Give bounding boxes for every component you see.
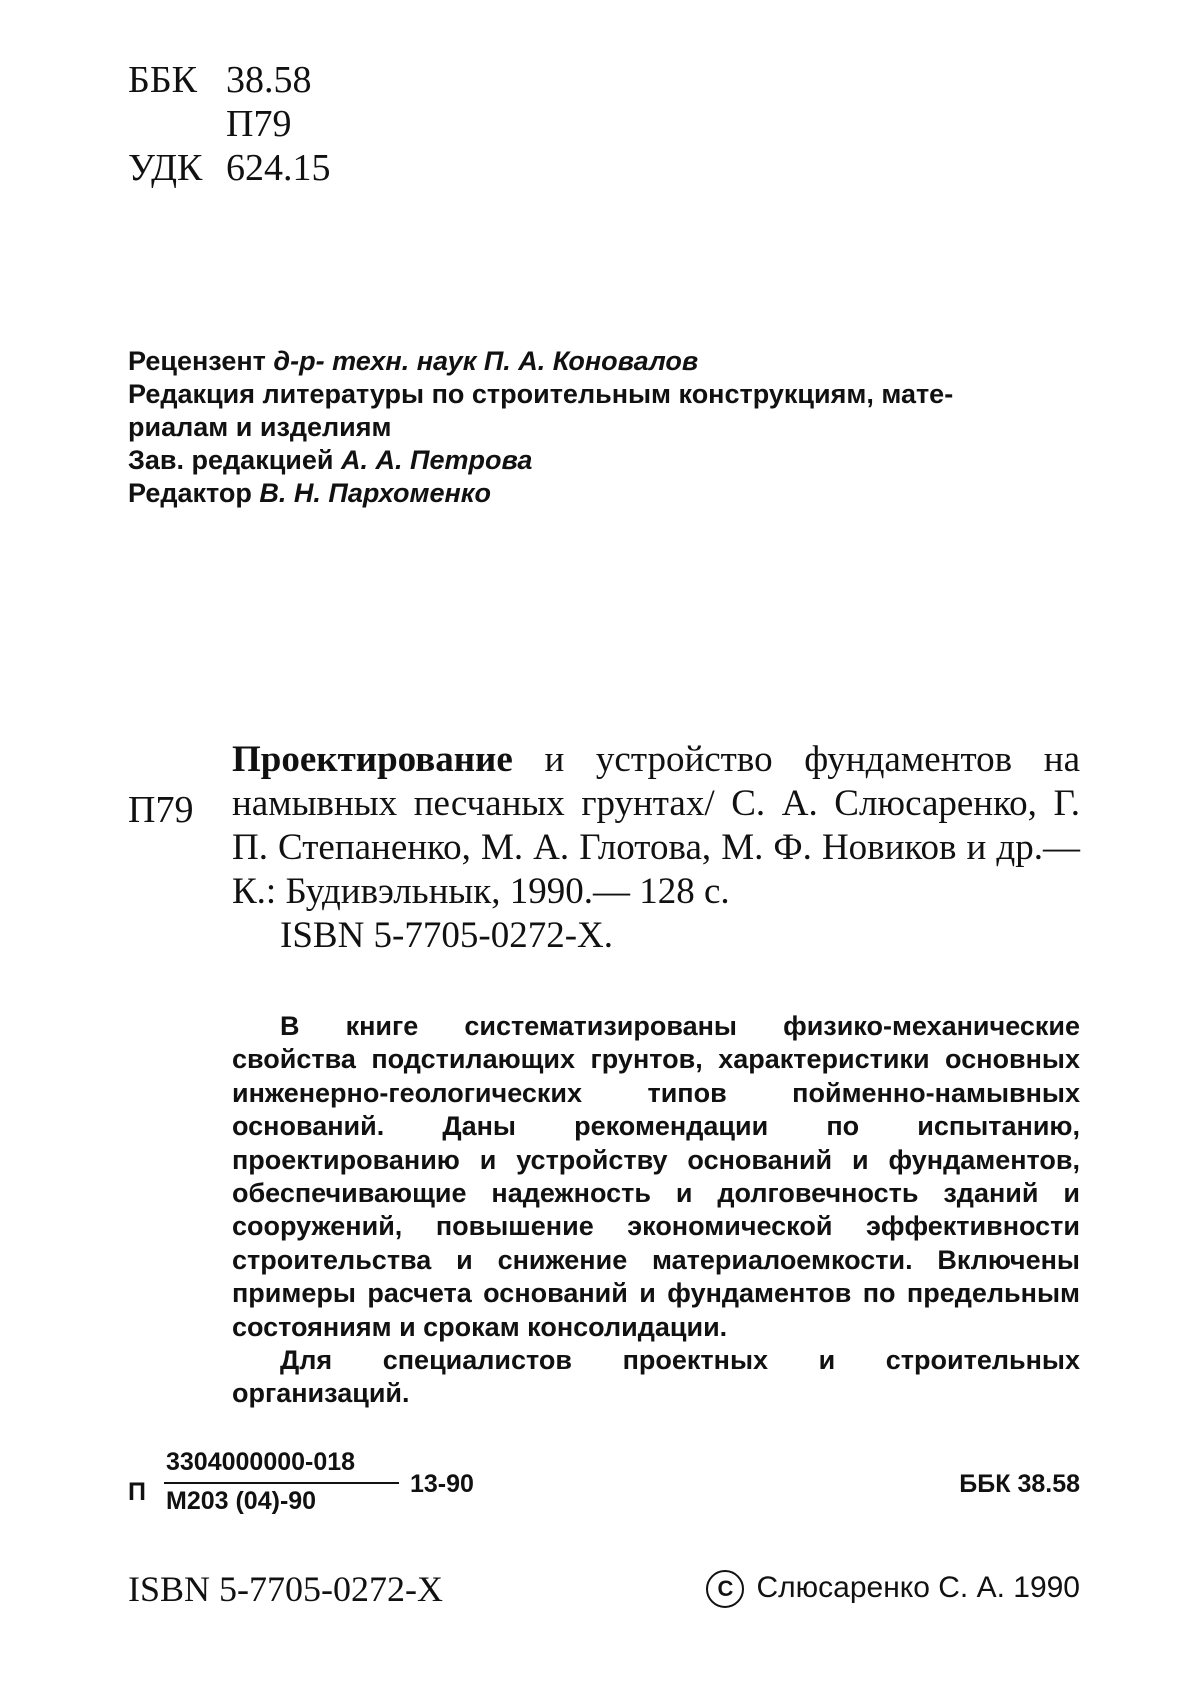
bib-title-bold: Проектирование	[232, 739, 513, 780]
udk-label: УДК	[128, 147, 203, 189]
head-of-editorial-line	[128, 444, 1088, 477]
author-code: П79	[226, 103, 292, 145]
copyright-text: Слюсаренко С. А. 1990	[756, 1570, 1080, 1604]
bibliographic-description	[232, 738, 1080, 958]
annotation-paragraph-2: Для специалистов проектных и строительных организаций.	[232, 1345, 1080, 1409]
head-name: А. А. Петрова	[341, 445, 533, 475]
bbk-value: 38.58	[226, 59, 312, 101]
reviewer-line	[128, 345, 1088, 378]
copyright-line	[706, 1570, 1080, 1608]
index-suffix: 13-90	[410, 1470, 474, 1498]
reviewer-name: д-р- техн. наук П. А. Коновалов	[273, 346, 699, 376]
editor-label: Редактор	[128, 478, 252, 508]
classification-block	[128, 58, 331, 190]
fraction-line	[164, 1482, 399, 1484]
reviewer-label: Рецензент	[128, 346, 266, 376]
index-numerator: 3304000000-018	[166, 1448, 356, 1476]
udk-value: 624.15	[226, 147, 331, 189]
bbk-row	[128, 58, 331, 102]
bib-title-rest: и устройство фундаментов на намывных песчаных грунтах/ С. А. Слюсаренко, Г. П. Степаненко, М. А. Глотова, М. Ф. Новиков и др.— К.: Будивэльнык, 1990.— 128 с.	[232, 739, 1080, 912]
footer-isbn: ISBN 5-7705-0272-Х	[128, 1569, 443, 1609]
udk-row	[128, 146, 331, 190]
annotation-paragraph-1: В книге систематизированы физико-механические свойства подстилающих грунтов, характеристики основных инженерно-геологических типов пойменно-намывных оснований. Даны рекомендации по испытанию, проектированию и устройству оснований и фундаментов, обеспечивающие надежность и долговечность зданий и сооружений, повышение экономической эффективности строительства и снижение материалоемкости. Включены примеры расчета оснований и фундаментов по предельным состояниям и срокам консолидации.	[232, 1011, 1080, 1342]
editor-line	[128, 477, 1088, 510]
annotation-block	[232, 1010, 1080, 1411]
head-label: Зав. редакцией	[128, 445, 334, 475]
bbk-label: ББК	[128, 59, 197, 101]
copyright-icon: C	[706, 1570, 744, 1608]
index-prefix: П	[128, 1478, 146, 1506]
bib-isbn: ISBN 5-7705-0272-Х.	[280, 915, 613, 956]
index-denominator: М203 (04)-90	[166, 1487, 317, 1515]
editorial-line-2: риалам и изделиям	[128, 412, 392, 442]
editorial-line-1: Редакция литературы по строительным конструкциям, мате-	[128, 379, 954, 409]
credits-block	[128, 345, 1088, 510]
editor-name: В. Н. Пархоменко	[259, 478, 491, 508]
footer-bbk: ББК 38.58	[959, 1470, 1080, 1498]
bib-author-code: П79	[128, 789, 194, 831]
